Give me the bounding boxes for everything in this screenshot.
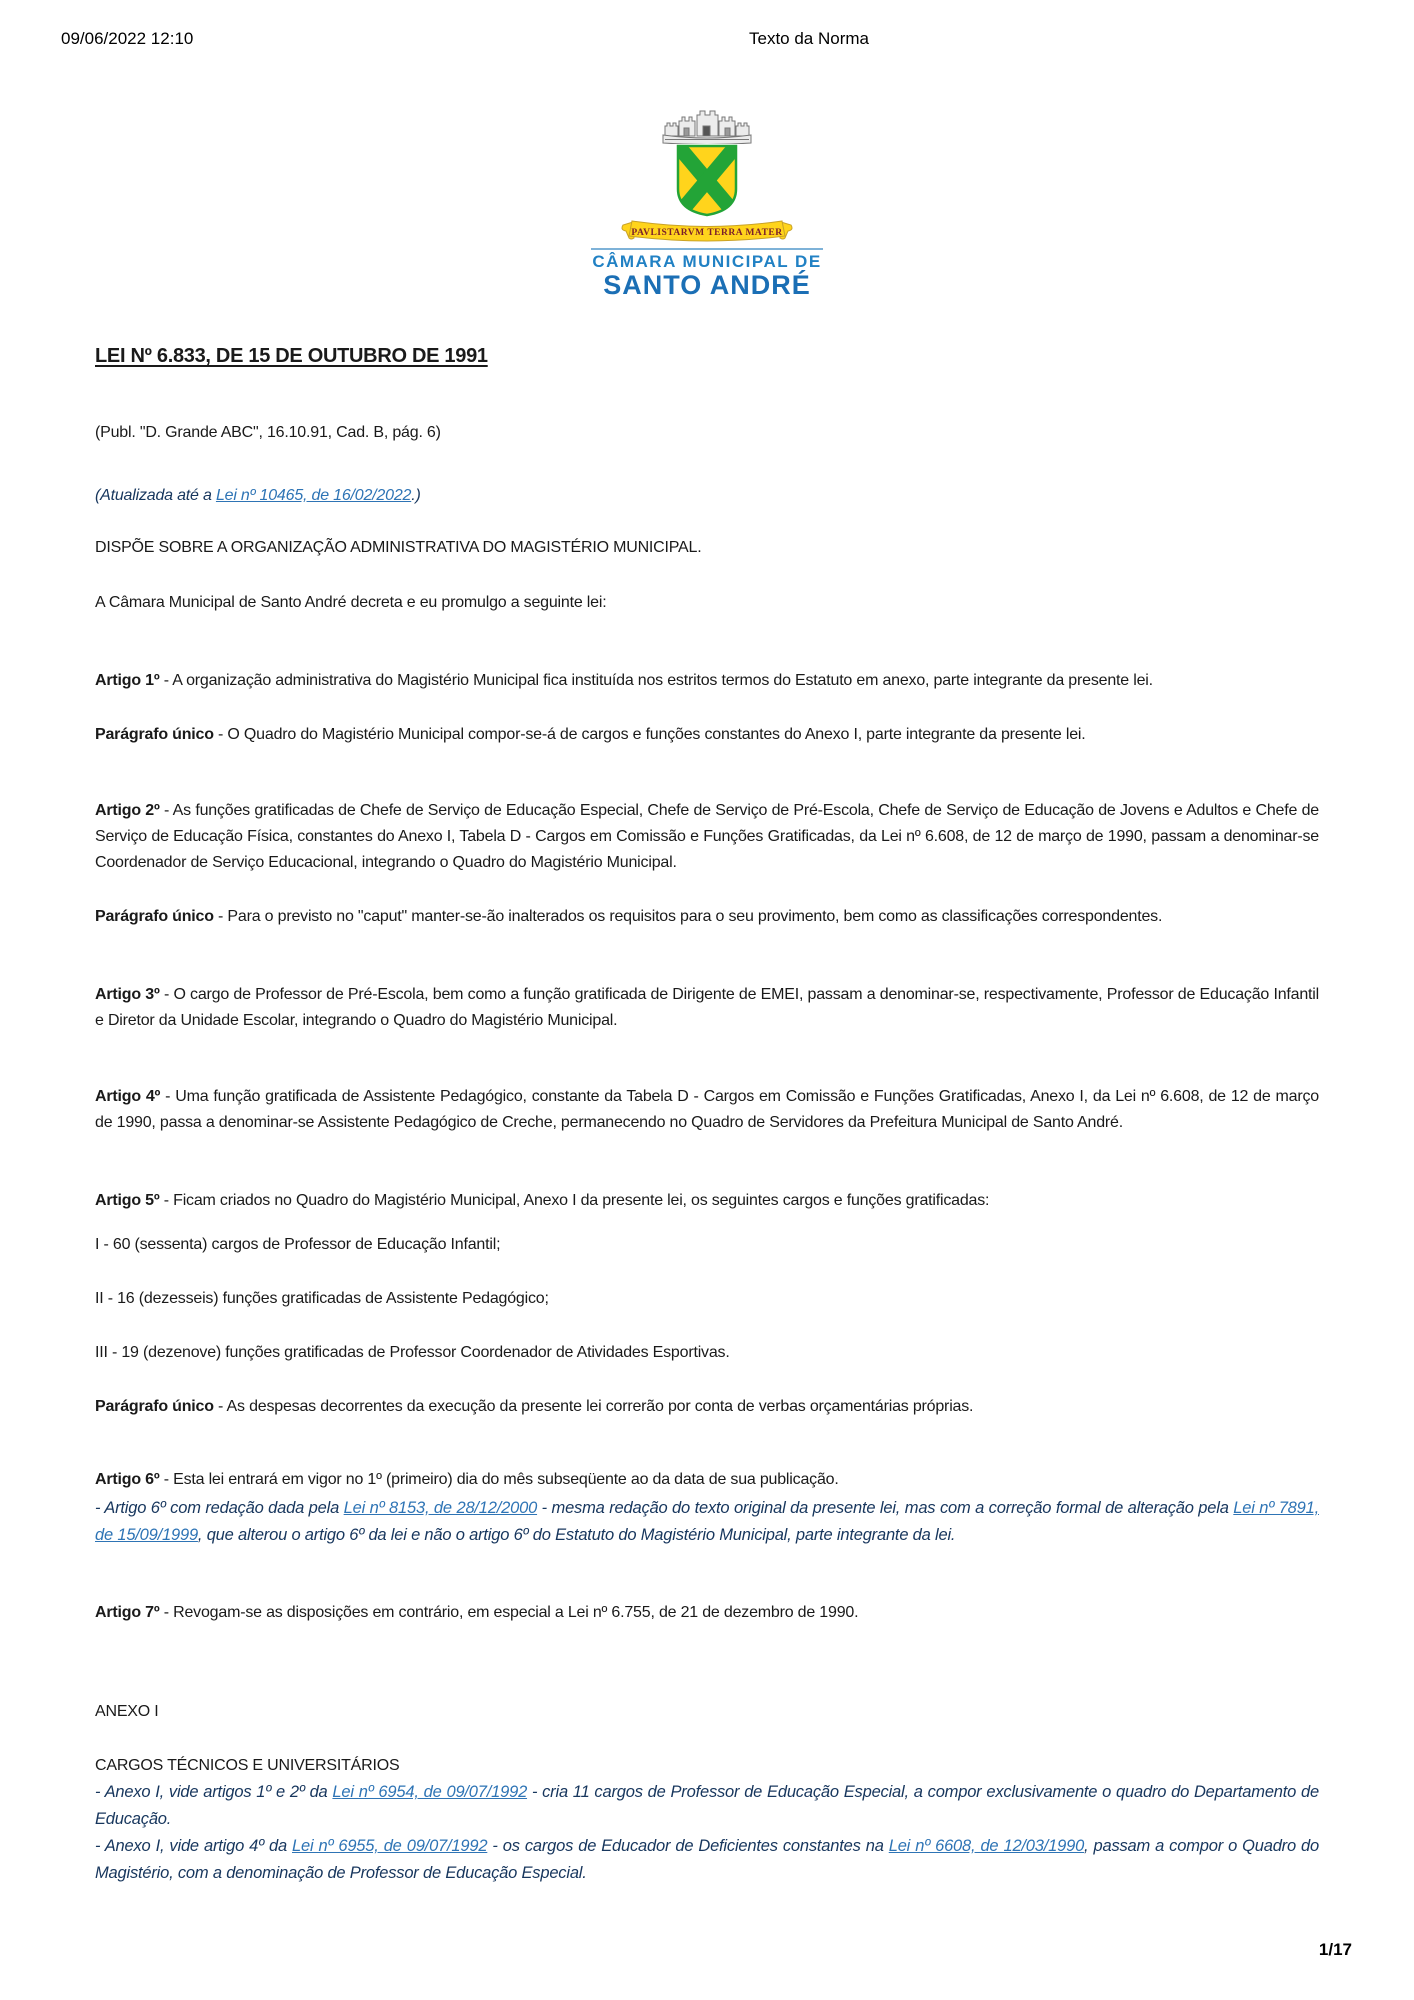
org-name-line1: CÂMARA MUNICIPAL DE xyxy=(592,252,822,271)
law-link[interactable]: Lei nº 10465, de 16/02/2022 xyxy=(215,487,412,504)
article-lead: Artigo 1º xyxy=(95,672,160,689)
article-lead: Artigo 7º xyxy=(95,1604,160,1621)
updated-prefix: (Atualizada até a xyxy=(95,487,216,504)
paragraph-item1 xyxy=(95,1232,1319,1258)
text-run: - cria 11 cargos de Professor de Educação Especial, a compor exclusivamente o quadro do Departamento de Educação. xyxy=(95,1783,1319,1828)
text-run: DISPÕE SOBRE A ORGANIZAÇÃO ADMINISTRATIVA DO MAGISTÉRIO MUNICIPAL. xyxy=(95,539,702,556)
article-lead: Artigo 2º xyxy=(95,802,160,819)
text-run: - O cargo de Professor de Pré-Escola, bem como a função gratificada de Dirigente de EMEI, passam a denominar-se, respectivamente, Professor de Educação Infantil e Diretor da Unidade Escolar, integrando o Quadro do Magistério Municipal. xyxy=(95,986,1319,1029)
law-title: LEI Nº 6.833, DE 15 DE OUTUBRO DE 1991 xyxy=(95,345,488,367)
updated-note xyxy=(95,483,1319,509)
article-lead: Parágrafo único xyxy=(95,1398,214,1415)
text-run: - As despesas decorrentes da execução da presente lei correrão por conta de verbas orçamentárias próprias. xyxy=(213,1398,974,1415)
text-run: III - 19 (dezenove) funções gratificadas de Professor Coordenador de Atividades Esportivas. xyxy=(95,1344,730,1361)
text-run: - Esta lei entrará em vigor no 1º (primeiro) dia do mês subseqüente ao da data de sua publicação. xyxy=(159,1471,839,1488)
paragraph-par1 xyxy=(95,722,1319,748)
paragraph-decreta xyxy=(95,590,1319,616)
text-run: - os cargos de Educador de Deficientes constantes na xyxy=(487,1837,889,1855)
print-title: Texto da Norma xyxy=(749,29,869,48)
article-lead: Parágrafo único xyxy=(95,908,214,925)
text-run: - Revogam-se as disposições em contrário, em especial a Lei nº 6.755, de 21 de dezembro de 1990. xyxy=(159,1604,859,1621)
article-lead: Artigo 4º xyxy=(95,1088,161,1105)
law-link[interactable]: Lei nº 6954, de 09/07/1992 xyxy=(332,1783,528,1801)
text-run: CARGOS TÉCNICOS E UNIVERSITÁRIOS xyxy=(95,1757,400,1774)
paragraph-dispoe xyxy=(95,535,1319,561)
text-run: , passam a compor o Quadro do Magistério, com a denominação de Professor de Educação Especial. xyxy=(95,1837,1319,1882)
law-text xyxy=(95,343,1319,1887)
updated-suffix: .) xyxy=(411,487,421,504)
publication-note: (Publ. "D. Grande ABC", 16.10.91, Cad. B, pág. 6) xyxy=(95,424,441,441)
paragraph-par2 xyxy=(95,904,1319,930)
annotation-note-nota6 xyxy=(95,1495,1319,1549)
text-run: - Uma função gratificada de Assistente Pedagógico, constante da Tabela D - Cargos em Comissão e Funções Gratificadas, Anexo I, da Lei nº 6.608, de 12 de março de 1990, passa a denominar-se Assistente Pedagógico de Creche, permanecendo no Quadro de Servidores da Prefeitura Municipal de Santo André. xyxy=(95,1088,1319,1131)
logo-divider xyxy=(591,248,823,250)
paragraph-artigo2 xyxy=(95,798,1319,876)
annotation-note-notaA xyxy=(95,1779,1319,1833)
paragraph-item3 xyxy=(95,1340,1319,1366)
paragraph-artigo1 xyxy=(95,668,1319,694)
paragraph-anexo xyxy=(95,1699,1319,1725)
text-run: - Anexo I, vide artigo 4º da xyxy=(95,1837,292,1855)
org-name-line2: SANTO ANDRÉ xyxy=(603,270,811,300)
paragraph-artigo6 xyxy=(95,1467,1319,1493)
print-datetime: 09/06/2022 12:10 xyxy=(61,29,194,48)
paragraph-artigo4 xyxy=(95,1084,1319,1136)
text-run: - As funções gratificadas de Chefe de Serviço de Educação Especial, Chefe de Serviço de Pré-Escola, Chefe de Serviço de Educação de Jovens e Adultos e Chefe de Serviço de Educação Física, constantes do Anexo I, Tabela D - Cargos em Comissão e Funções Gratificadas, da Lei nº 6.608, de 12 de março de 1990, passam a denominar-se Coordenador de Serviço Educacional, integrando o Quadro do Magistério Municipal. xyxy=(95,802,1319,871)
page-number: 1/17 xyxy=(1318,1940,1352,1959)
text-run: - Ficam criados no Quadro do Magistério Municipal, Anexo I da presente lei, os seguintes cargos e funções gratificadas: xyxy=(159,1192,990,1209)
text-run: , que alterou o artigo 6º da lei e não o artigo 6º do Estatuto do Magistério Municipal, parte integrante da lei. xyxy=(197,1526,956,1544)
text-run: A Câmara Municipal de Santo André decreta e eu promulgo a seguinte lei: xyxy=(95,594,607,611)
law-link[interactable]: Lei nº 6955, de 09/07/1992 xyxy=(292,1837,488,1855)
text-run: - A organização administrativa do Magistério Municipal fica instituída nos estritos termos do Estatuto em anexo, parte integrante da presente lei. xyxy=(159,672,1153,689)
text-run: - Para o previsto no "caput" manter-se-ão inalterados os requisitos para o seu provimento, bem como as classificações correspondentes. xyxy=(213,908,1163,925)
law-link[interactable]: Lei nº 8153, de 28/12/2000 xyxy=(343,1499,538,1517)
annotation-note-notaB xyxy=(95,1833,1319,1887)
law-link[interactable]: Lei nº 7891, de 15/09/1999 xyxy=(95,1499,1319,1544)
law-body xyxy=(95,535,1319,1887)
text-run: - Artigo 6º com redação dada pela xyxy=(95,1499,344,1517)
text-run: ANEXO I xyxy=(95,1703,159,1720)
shield-icon xyxy=(675,143,739,219)
motto-ribbon xyxy=(619,217,795,245)
paragraph-artigo7 xyxy=(95,1600,1319,1626)
paragraph-par3 xyxy=(95,1394,1319,1420)
article-lead: Artigo 5º xyxy=(95,1192,160,1209)
text-run: - O Quadro do Magistério Municipal compor-se-á de cargos e funções constantes do Anexo I, parte integrante da presente lei. xyxy=(213,726,1086,743)
article-lead: Artigo 3º xyxy=(95,986,160,1003)
text-run: - Anexo I, vide artigos 1º e 2º da xyxy=(95,1783,333,1801)
article-lead: Parágrafo único xyxy=(95,726,214,743)
motto-text: PAVLISTARVM TERRA MATER xyxy=(631,228,783,238)
coat-of-arms xyxy=(0,110,1414,300)
article-lead: Artigo 6º xyxy=(95,1471,160,1488)
paragraph-artigo5 xyxy=(95,1188,1319,1214)
paragraph-artigo3 xyxy=(95,982,1319,1034)
mural-crown-icon xyxy=(659,110,755,144)
text-run: II - 16 (dezesseis) funções gratificadas de Assistente Pedagógico; xyxy=(95,1290,549,1307)
law-link[interactable]: Lei nº 6608, de 12/03/1990 xyxy=(888,1837,1085,1855)
paragraph-item2 xyxy=(95,1286,1319,1312)
text-run: - mesma redação do texto original da presente lei, mas com a correção formal de alteração pela xyxy=(537,1499,1234,1517)
text-run: I - 60 (sessenta) cargos de Professor de Educação Infantil; xyxy=(95,1236,501,1253)
paragraph-cargos xyxy=(95,1753,1319,1779)
